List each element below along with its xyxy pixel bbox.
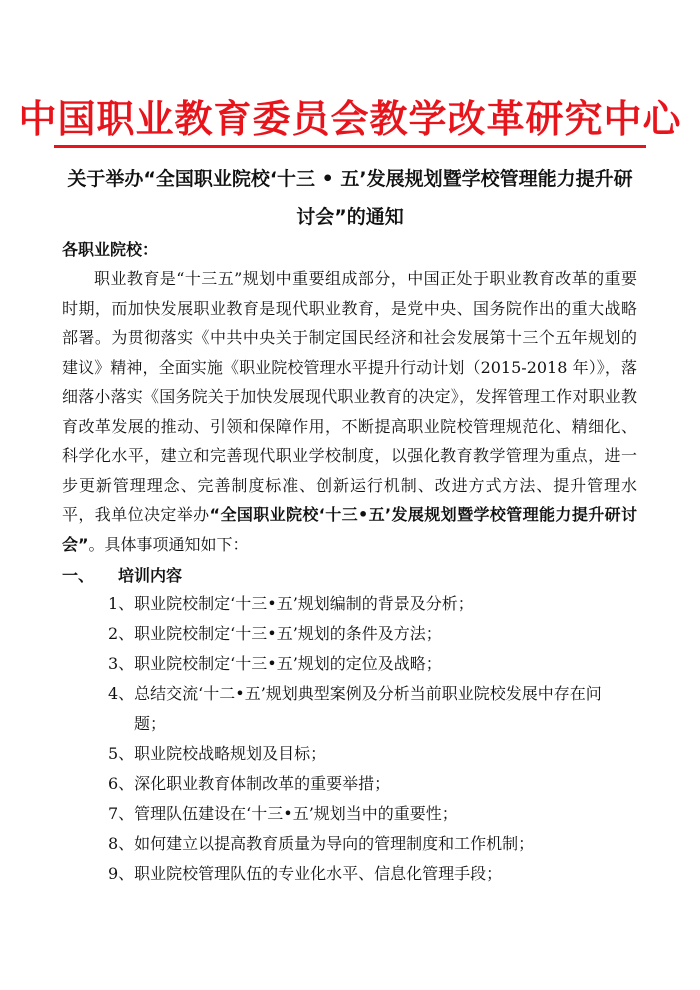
list-item: 2、职业院校制定‘十三•五’规划的条件及方法； xyxy=(108,624,442,643)
notice-title: 关于举办“全国职业院校‘十三 • 五’发展规划暨学校管理能力提升研讨会”的通知 xyxy=(67,168,633,228)
training-content-list xyxy=(108,589,628,889)
list-item: 4、总结交流‘十二•五’规划典型案例及分析当前职业院校发展中存在问题； xyxy=(108,684,602,733)
intro-text-part1: 职业教育是“十三五”规划中重要组成部分，中国正处于职业教育改革的重要时期，而加快发展职业教育是现代职业教育，是党中央、国务院作出的重大战略部署。为贯彻落实《中共中央关于制定国民经济和社会发展第十三个五年规划的建议》精神，全面实施《职业院校管理水平提升行动计划（2015-2018 年）》，落细落小落实《国务院关于加快发展现代职业教育的决定》，发挥管理工作对职业教育改革发展的推动、引领和保障作用，不断提高职业院校管理规范化、精细化、科学化水平，建立和完善现代职业学校制度，以强化教育教学管理为重点，进一步更新管理理念、完善制度标准、创新运行机制、改进方式方法、提升管理水平，我单位决定举办 xyxy=(62,269,637,524)
list-item: 7、管理队伍建设在‘十三•五’规划当中的重要性； xyxy=(108,804,458,823)
header-divider xyxy=(54,145,646,148)
list-item: 6、深化职业教育体制改革的重要举措； xyxy=(108,774,391,793)
intro-text-part2: 。具体事项通知如下： xyxy=(88,534,249,554)
section-title: 培训内容 xyxy=(118,566,183,585)
list-item: 5、职业院校战略规划及目标； xyxy=(108,744,327,763)
list-item: 9、职业院校管理队伍的专业化水平、信息化管理手段； xyxy=(108,864,503,883)
intro-meeting-name: “全国职业院校‘十三•五’发展规划暨学校管理能力提升研讨会” xyxy=(62,505,637,554)
list-item: 8、如何建立以提高教育质量为导向的管理制度和工作机制； xyxy=(108,834,535,853)
intro-paragraph xyxy=(62,264,637,559)
section-number: 一、 xyxy=(62,566,95,585)
organization-header: 中国职业教育委员会教学改革研究中心 xyxy=(18,97,682,141)
section-heading-training-content xyxy=(62,561,182,591)
list-item: 1、职业院校制定‘十三•五’规划编制的背景及分析； xyxy=(108,594,474,613)
salutation: 各职业院校： xyxy=(62,240,159,259)
list-item: 3、职业院校制定‘十三•五’规划的定位及战略； xyxy=(108,654,442,673)
